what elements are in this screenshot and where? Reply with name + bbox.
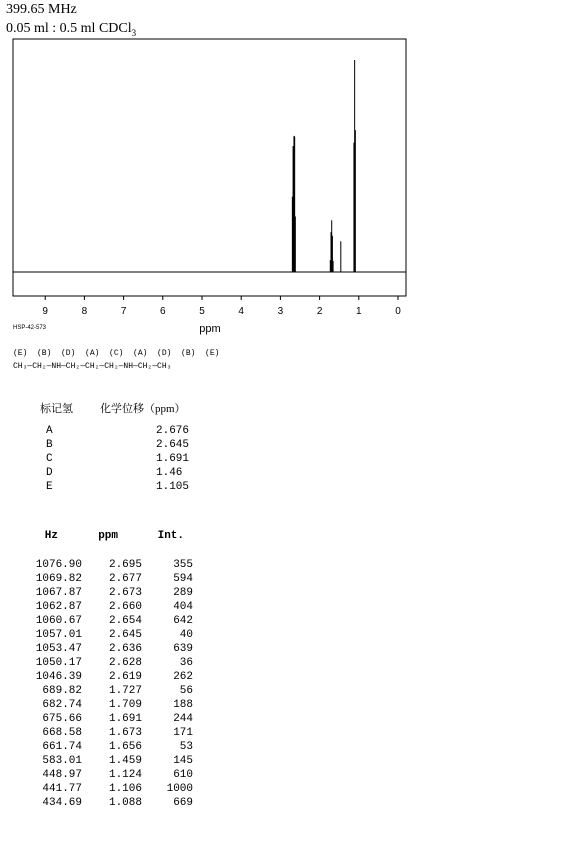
peak-hz: 1069.82: [35, 573, 82, 585]
assignment-shift: 1.691: [156, 453, 190, 465]
peak-row: [24, 726, 193, 740]
x-tick-label: 3: [277, 306, 284, 317]
x-tick-label: 5: [199, 306, 205, 317]
peak-int: 188: [173, 699, 193, 711]
assignment-label: A: [46, 425, 53, 437]
assignment-label: E: [46, 481, 53, 493]
peak-row: [24, 768, 193, 782]
peak-row: [24, 684, 193, 698]
peak-ppm: 1.691: [108, 713, 142, 725]
peak-row: [24, 796, 193, 810]
peak-ppm: 1.124: [108, 769, 142, 781]
assignment-label: C: [46, 453, 53, 465]
assignment-shift: 2.676: [156, 425, 190, 437]
peak-row: [24, 740, 193, 754]
peak-int: 171: [173, 727, 193, 739]
peak-hz: 1060.67: [35, 615, 82, 627]
peak-hz: 1053.47: [35, 643, 82, 655]
assignment-row: [40, 452, 202, 466]
peak-hz: 675.66: [42, 713, 82, 725]
peak-row: [24, 754, 193, 768]
assignment-table: [40, 400, 202, 494]
assignment-shift: 1.46: [156, 467, 183, 479]
peak-lines: [292, 60, 355, 272]
peak-hz: 682.74: [42, 699, 82, 711]
peak-row: [24, 670, 193, 684]
peak-hz: 1050.17: [35, 657, 82, 669]
peak-table-rows: [24, 558, 193, 810]
assignment-row: [40, 480, 202, 494]
structure-chain: CH₃—CH₂—NH—CH₂—CH₂—CH₂—NH—CH₂—CH₃: [13, 362, 172, 371]
assignment-label: B: [46, 439, 53, 451]
peak-hz: 1046.39: [35, 671, 82, 683]
peak-hz: 1062.87: [35, 601, 82, 613]
peak-int: 53: [179, 741, 193, 753]
assignment-col-shift: 化学位移（ppm）: [100, 403, 186, 415]
peak-int: 40: [179, 629, 193, 641]
peak-ppm: 2.660: [108, 601, 142, 613]
peak-ppm: 2.695: [108, 559, 142, 571]
assignment-label: D: [46, 467, 53, 479]
peak-int: 355: [173, 559, 193, 571]
peak-ppm: 2.636: [108, 643, 142, 655]
peak-ppm: 2.619: [108, 671, 142, 683]
peak-ppm: 2.677: [108, 573, 142, 585]
spectrometer-frequency: 399.65 MHz: [6, 2, 77, 17]
peak-int: 56: [179, 685, 193, 697]
x-tick-label: 1: [356, 306, 362, 317]
structure-formula: [13, 347, 219, 373]
peak-ppm: 1.727: [108, 685, 142, 697]
peak-int: 244: [173, 713, 193, 725]
peak-row: [24, 572, 193, 586]
peak-table-header: [24, 530, 193, 558]
peak-row: [24, 656, 193, 670]
peak-ppm: 1.459: [108, 755, 142, 767]
peak-hz: 1076.90: [35, 559, 82, 571]
peak-ppm: 1.088: [108, 797, 142, 809]
peak-row: [24, 642, 193, 656]
x-tick-label: 9: [42, 306, 48, 317]
peak-int: 639: [173, 643, 193, 655]
assignment-row: [40, 438, 202, 452]
sample-subscript: 3: [131, 27, 137, 38]
plot-frame: [13, 39, 406, 296]
sample-text: 0.05 ml : 0.5 ml CDCl: [6, 21, 132, 36]
peak-hz: 1067.87: [35, 587, 82, 599]
peak-int: 289: [173, 587, 193, 599]
peak-ppm: 2.654: [108, 615, 142, 627]
peak-ppm: 1.656: [108, 741, 142, 753]
peak-hz: 668.58: [42, 727, 82, 739]
x-tick-label: 8: [81, 306, 88, 317]
peak-row: [24, 600, 193, 614]
peak-list-table: [24, 530, 193, 810]
peak-int: 642: [173, 615, 193, 627]
peak-int: 36: [179, 657, 193, 669]
x-axis-label: ppm: [199, 323, 221, 335]
peak-ppm: 2.673: [108, 587, 142, 599]
peak-hz: 1057.01: [35, 629, 82, 641]
x-tick-label: 6: [160, 306, 166, 317]
peak-col-ppm: ppm: [98, 530, 118, 542]
x-tick-label: 2: [316, 306, 323, 317]
assignment-shift: 2.645: [156, 439, 190, 451]
peak-hz: 441.77: [42, 783, 82, 795]
peak-col-int: Int.: [157, 530, 184, 542]
peak-row: [24, 558, 193, 572]
peak-row: [24, 628, 193, 642]
spectrum-code: HSP-42-573: [13, 325, 47, 331]
peak-row: [24, 614, 193, 628]
assignment-header: [40, 400, 202, 424]
peak-hz: 583.01: [42, 755, 82, 767]
peak-row: [24, 782, 193, 796]
peak-hz: 689.82: [42, 685, 82, 697]
assignment-shift: 1.105: [156, 481, 190, 493]
peak-hz: 434.69: [42, 797, 82, 809]
x-tick-label: 4: [238, 306, 244, 317]
assignment-row: [40, 466, 202, 480]
peak-ppm: 1.709: [108, 699, 142, 711]
assignment-rows: [40, 424, 202, 494]
peak-int: 610: [173, 769, 193, 781]
peak-ppm: 2.645: [108, 629, 142, 641]
peak-int: 594: [173, 573, 193, 585]
peak-int: 404: [173, 601, 193, 613]
peak-hz: 448.97: [42, 769, 82, 781]
peak-col-hz: Hz: [44, 530, 58, 542]
peak-hz: 661.74: [42, 741, 82, 753]
peak-row: [24, 712, 193, 726]
nmr-spectrum-chart: [0, 0, 570, 345]
peak-int: 669: [173, 797, 193, 809]
peak-int: 145: [173, 755, 193, 767]
structure-labels: (E) (B) (D) (A) (C) (A) (D) (B) (E): [13, 349, 220, 358]
x-tick-label: 0: [395, 306, 401, 317]
x-axis-ticks: [42, 296, 401, 317]
peak-ppm: 1.673: [108, 727, 142, 739]
peak-row: [24, 586, 193, 600]
peak-ppm: 2.628: [108, 657, 142, 669]
assignment-row: [40, 424, 202, 438]
assignment-col-label: 标记氢: [40, 403, 73, 415]
peak-int: 262: [173, 671, 193, 683]
peak-row: [24, 698, 193, 712]
peak-int: 1000: [166, 783, 193, 795]
x-tick-label: 7: [120, 306, 127, 317]
peak-ppm: 1.106: [108, 783, 142, 795]
